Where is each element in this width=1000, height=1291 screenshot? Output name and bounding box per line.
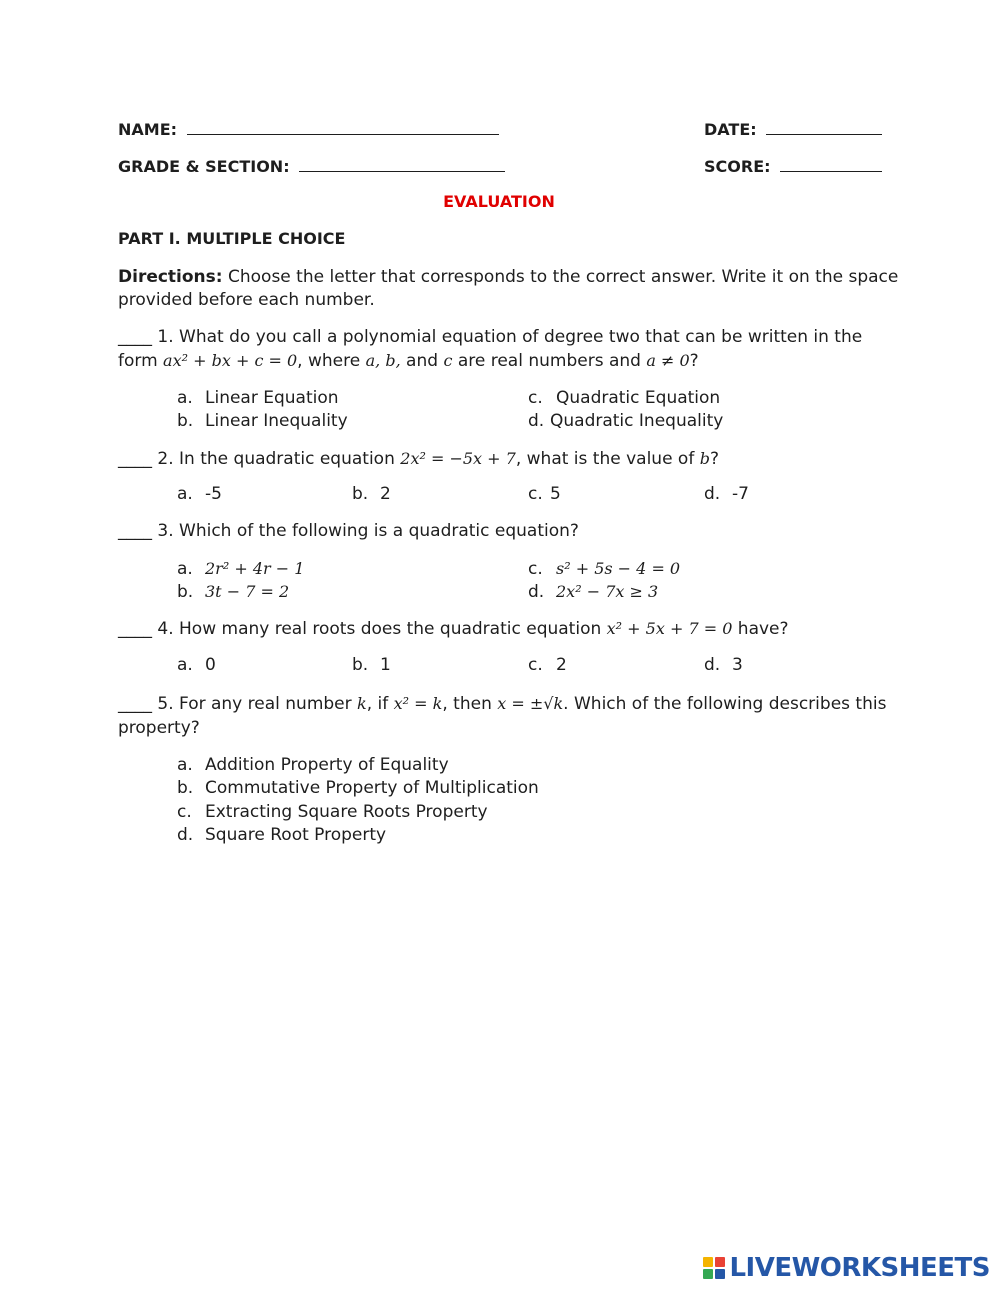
option-letter: d.: [528, 411, 545, 431]
logo-block: [715, 1257, 725, 1267]
q5-option-a[interactable]: [177, 753, 449, 777]
q4-equation: x² + 5x + 7 = 0: [606, 619, 733, 638]
option-letter: c.: [528, 484, 543, 504]
option-text: Linear Equation: [205, 388, 339, 408]
logo-block: [715, 1269, 725, 1279]
q5-var-k: k: [357, 694, 367, 713]
option-letter: a.: [177, 388, 193, 408]
page-title: EVALUATION: [443, 192, 555, 211]
option-letter: c.: [528, 388, 543, 408]
q1-option-d[interactable]: [528, 409, 723, 433]
question-5-line-2: property?: [118, 718, 200, 738]
q2-text-2: , what is the value of: [515, 449, 700, 469]
answer-blank-5[interactable]: ____: [118, 694, 152, 714]
q1-condition: a ≠ 0: [646, 351, 690, 370]
answer-blank-2[interactable]: ____: [118, 449, 152, 469]
q4-option-d[interactable]: [704, 653, 743, 677]
question-5: [118, 692, 886, 716]
logo-text: LIVEWORKSHEETS: [729, 1253, 990, 1283]
directions-line-1: [118, 265, 898, 289]
directions-line-2: provided before each number.: [118, 290, 375, 310]
grade-label: GRADE & SECTION:: [118, 157, 290, 176]
score-field[interactable]: [780, 153, 882, 172]
option-text: -5: [205, 484, 222, 504]
q3-option-d[interactable]: [528, 580, 658, 604]
option-text: Square Root Property: [205, 825, 387, 845]
question-1-line-2: [118, 349, 699, 373]
q1-vars: a, b,: [365, 351, 401, 370]
option-text: Addition Property of Equality: [205, 755, 449, 775]
option-text: 1: [380, 655, 391, 675]
logo-block: [703, 1257, 713, 1267]
date-label: DATE:: [704, 120, 757, 139]
score-label: SCORE:: [704, 157, 771, 176]
q5-option-d[interactable]: [177, 823, 386, 847]
option-letter: c.: [528, 559, 543, 579]
option-text: s² + 5s − 4 = 0: [556, 559, 681, 578]
question-2: [118, 447, 719, 471]
answer-blank-4[interactable]: ____: [118, 619, 152, 639]
option-text: 3t − 7 = 2: [205, 582, 290, 601]
score-row: [704, 153, 882, 179]
q2-option-a[interactable]: [177, 482, 222, 506]
q4-option-a[interactable]: [177, 653, 216, 677]
name-field[interactable]: [187, 116, 499, 135]
option-letter: d.: [528, 582, 545, 602]
q3-text: 3. Which of the following is a quadratic equation?: [152, 521, 579, 541]
q1-option-c[interactable]: [528, 386, 720, 410]
grade-row: [118, 153, 505, 179]
option-text: 5: [550, 484, 561, 504]
q5-text-2: , if: [366, 694, 394, 714]
date-row: [704, 116, 882, 142]
directions-text-1: Choose the letter that corresponds to the correct answer. Write it on the space: [222, 267, 899, 287]
q2-end: ?: [709, 449, 719, 469]
q4-text-1: 4. How many real roots does the quadratic equation: [152, 619, 607, 639]
q5-equation-1: x² = k: [393, 694, 443, 713]
q1-formula: ax² + bx + c = 0: [163, 351, 298, 370]
q5-option-b[interactable]: [177, 776, 539, 800]
option-text: -7: [732, 484, 749, 504]
option-letter: a.: [177, 484, 193, 504]
q2-equation: 2x² = −5x + 7: [400, 449, 516, 468]
q2-var: b: [699, 449, 710, 468]
option-text: 3: [732, 655, 743, 675]
option-text: Commutative Property of Multiplication: [205, 778, 539, 798]
q1-var-c: c: [443, 351, 453, 370]
q5-option-c[interactable]: [177, 800, 488, 824]
question-1: [118, 325, 862, 349]
q5-text-1: 5. For any real number: [152, 694, 358, 714]
option-letter: b.: [177, 411, 194, 431]
option-letter: c.: [528, 655, 543, 675]
logo-block: [703, 1269, 713, 1279]
option-letter: a.: [177, 755, 193, 775]
q4-option-c[interactable]: [528, 653, 567, 677]
option-letter: c.: [177, 802, 192, 822]
q3-option-a[interactable]: [177, 557, 304, 581]
option-text: 2: [380, 484, 391, 504]
grade-field[interactable]: [299, 153, 505, 172]
option-text: 2: [556, 655, 567, 675]
q5-equation-2: x = ±√k: [497, 694, 564, 713]
name-row: [118, 116, 499, 142]
answer-blank-1[interactable]: ____: [118, 327, 152, 347]
question-1-text: 1. What do you call a polynomial equation of degree two that can be written in the: [152, 327, 863, 347]
option-text: Linear Inequality: [205, 411, 348, 431]
q5-text-3: , then: [442, 694, 498, 714]
option-letter: b.: [177, 582, 194, 602]
date-field[interactable]: [766, 116, 882, 135]
option-letter: d.: [177, 825, 194, 845]
option-text: 2x² − 7x ≥ 3: [556, 582, 659, 601]
q1-where: , where: [297, 351, 366, 371]
directions-label: Directions:: [118, 267, 223, 287]
q3-option-c[interactable]: [528, 557, 680, 581]
q2-option-d[interactable]: [704, 482, 749, 506]
q5-text-4: . Which of the following describes this: [563, 694, 887, 714]
q4-text-2: have?: [732, 619, 789, 639]
q1-and: and: [400, 351, 444, 371]
option-letter: b.: [352, 655, 369, 675]
q1-option-a[interactable]: [177, 386, 339, 410]
logo-blocks-icon: [703, 1257, 725, 1279]
option-letter: d.: [704, 484, 721, 504]
question-3: [118, 519, 579, 543]
q2-option-c[interactable]: [528, 482, 561, 506]
option-letter: a.: [177, 559, 193, 579]
q1-form-label: form: [118, 351, 164, 371]
q1-real: are real numbers and: [452, 351, 647, 371]
option-letter: a.: [177, 655, 193, 675]
q3-option-b[interactable]: [177, 580, 289, 604]
name-label: NAME:: [118, 120, 178, 139]
q2-option-b[interactable]: [352, 482, 391, 506]
liveworksheets-logo: [703, 1253, 990, 1283]
option-text: Extracting Square Roots Property: [205, 802, 488, 822]
q1-option-b[interactable]: [177, 409, 348, 433]
option-letter: d.: [704, 655, 721, 675]
option-text: Quadratic Inequality: [550, 411, 724, 431]
q2-text-1: 2. In the quadratic equation: [152, 449, 401, 469]
option-letter: b.: [177, 778, 194, 798]
question-4: [118, 617, 789, 641]
q4-option-b[interactable]: [352, 653, 391, 677]
option-letter: b.: [352, 484, 369, 504]
option-text: 2r² + 4r − 1: [205, 559, 305, 578]
part-title: PART I. MULTIPLE CHOICE: [118, 229, 346, 248]
option-text: 0: [205, 655, 216, 675]
option-text: Quadratic Equation: [556, 388, 721, 408]
q1-end: ?: [689, 351, 699, 371]
answer-blank-3[interactable]: ____: [118, 521, 152, 541]
